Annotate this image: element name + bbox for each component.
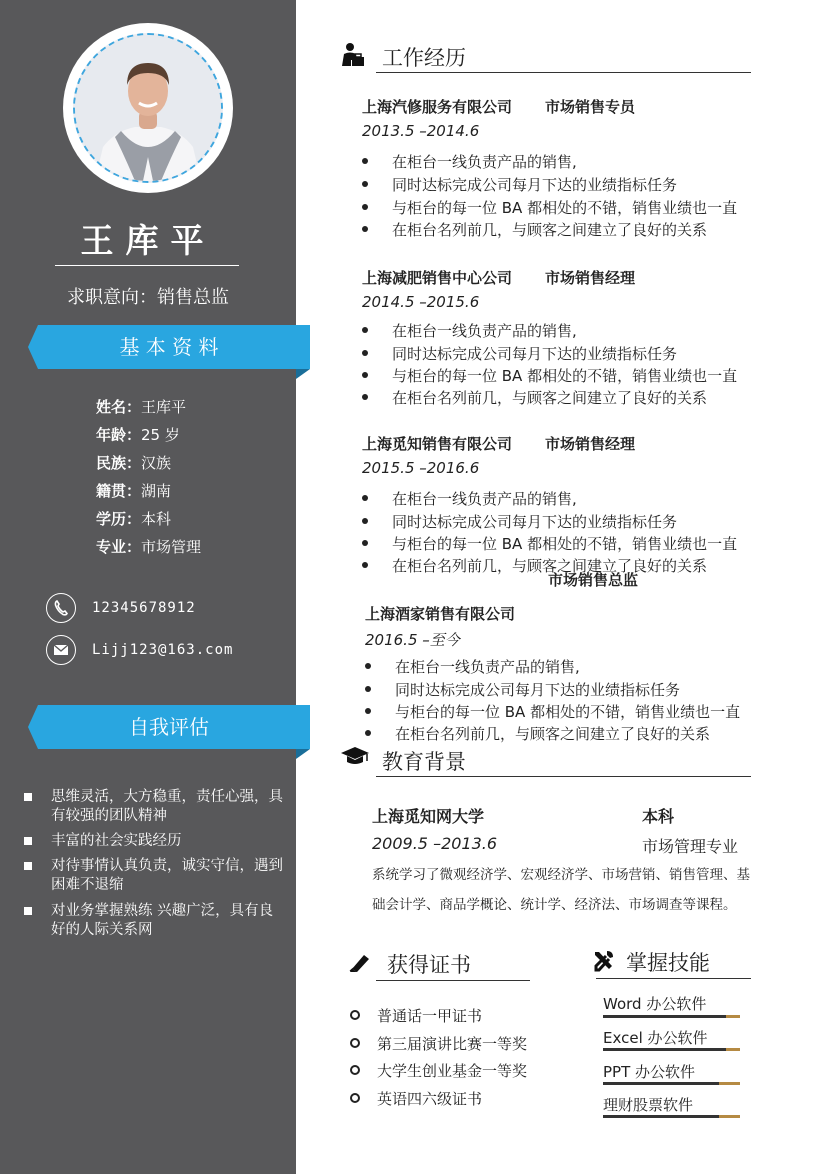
job-position: 市场销售经理: [545, 269, 636, 287]
education-desc-line: 系统学习了微观经济学、宏观经济学、市场营销、销售管理、基: [372, 867, 750, 883]
work-title: 工作经历: [382, 46, 466, 70]
job-company: 上海减肥销售中心公司: [362, 269, 513, 287]
avatar: [75, 35, 221, 181]
phone-number: 12345678912: [92, 600, 196, 616]
skill-name: 理财股票软件: [603, 1096, 694, 1114]
skills-title: 掌握技能: [626, 951, 710, 975]
pen-icon: [348, 951, 372, 973]
skills-divider: [596, 978, 751, 979]
info-major: 专业：市场管理: [96, 538, 202, 556]
work-divider: [376, 72, 751, 73]
job-company: 上海汽修服务有限公司: [362, 98, 513, 116]
profile-photo-frame: [63, 23, 233, 193]
job-position: 市场销售专员: [545, 98, 636, 116]
skill-name: Word 办公软件: [603, 995, 707, 1013]
job-period: 2015.5 –2016.6: [362, 459, 480, 477]
degree: 本科: [642, 807, 675, 826]
skill-name: PPT 办公软件: [603, 1063, 696, 1081]
self-eval-item: 对业务掌握熟练 兴趣广泛，具有良好的人际关系网: [24, 902, 286, 940]
phone-icon: [46, 593, 76, 623]
profile-photo: [73, 33, 223, 183]
self-eval-item: 思维灵活，大方稳重，责任心强，具有较强的团队精神: [24, 788, 286, 826]
sidebar: [0, 0, 296, 1174]
info-education: 学历：本科: [96, 510, 172, 528]
name-divider: [55, 265, 239, 266]
school-name: 上海觅知网大学: [372, 807, 485, 826]
info-age: 年龄：25 岁: [96, 426, 180, 444]
email-address: Lijj123@163.com: [92, 642, 234, 658]
job-company: 上海觅知销售有限公司: [362, 435, 513, 453]
education-divider: [376, 776, 751, 777]
job-position: 市场销售经理: [545, 435, 636, 453]
education-period: 2009.5 –2013.6: [372, 834, 498, 853]
major: 市场管理专业: [642, 837, 739, 856]
education-title: 教育背景: [382, 750, 466, 774]
skill-bar: [603, 1015, 740, 1018]
info-name: 姓名：王库平: [96, 398, 187, 416]
mail-icon: [46, 635, 76, 665]
job-intent: 求职意向：销售总监: [67, 287, 229, 308]
certs-divider: [376, 980, 530, 981]
candidate-name: 王库平: [80, 221, 216, 260]
tools-icon: [592, 949, 616, 973]
skill-bar: [603, 1082, 740, 1085]
job-company: 上海酒家销售有限公司: [365, 605, 516, 623]
self-eval-title: 自我评估: [129, 715, 209, 739]
self-eval-banner: [28, 705, 310, 749]
skill-bar: [603, 1048, 740, 1051]
info-hometown: 籍贯：湖南: [96, 482, 172, 500]
basic-info-banner: [28, 325, 310, 369]
self-eval-item: 对待事情认真负责，诚实守信，遇到困难不退缩: [24, 857, 286, 895]
graduation-cap-icon: [340, 746, 370, 768]
job-position: 市场销售总监: [548, 571, 639, 589]
skill-name: Excel 办公软件: [603, 1029, 708, 1047]
education-desc-line: 础会计学、商品学概论、统计学、经济法、市场调查等课程。: [372, 897, 737, 913]
job-period: 2014.5 –2015.6: [362, 293, 480, 311]
briefcase-person-icon: [340, 42, 366, 68]
basic-info-title: 基 本 资 料: [119, 335, 219, 359]
info-ethnicity: 民族：汉族: [96, 454, 172, 472]
self-eval-item: 丰富的社会实践经历: [24, 832, 286, 851]
skill-bar: [603, 1115, 740, 1118]
job-period: 2016.5 –至今: [365, 631, 460, 649]
job-period: 2013.5 –2014.6: [362, 122, 480, 140]
certs-title: 获得证书: [387, 953, 471, 977]
